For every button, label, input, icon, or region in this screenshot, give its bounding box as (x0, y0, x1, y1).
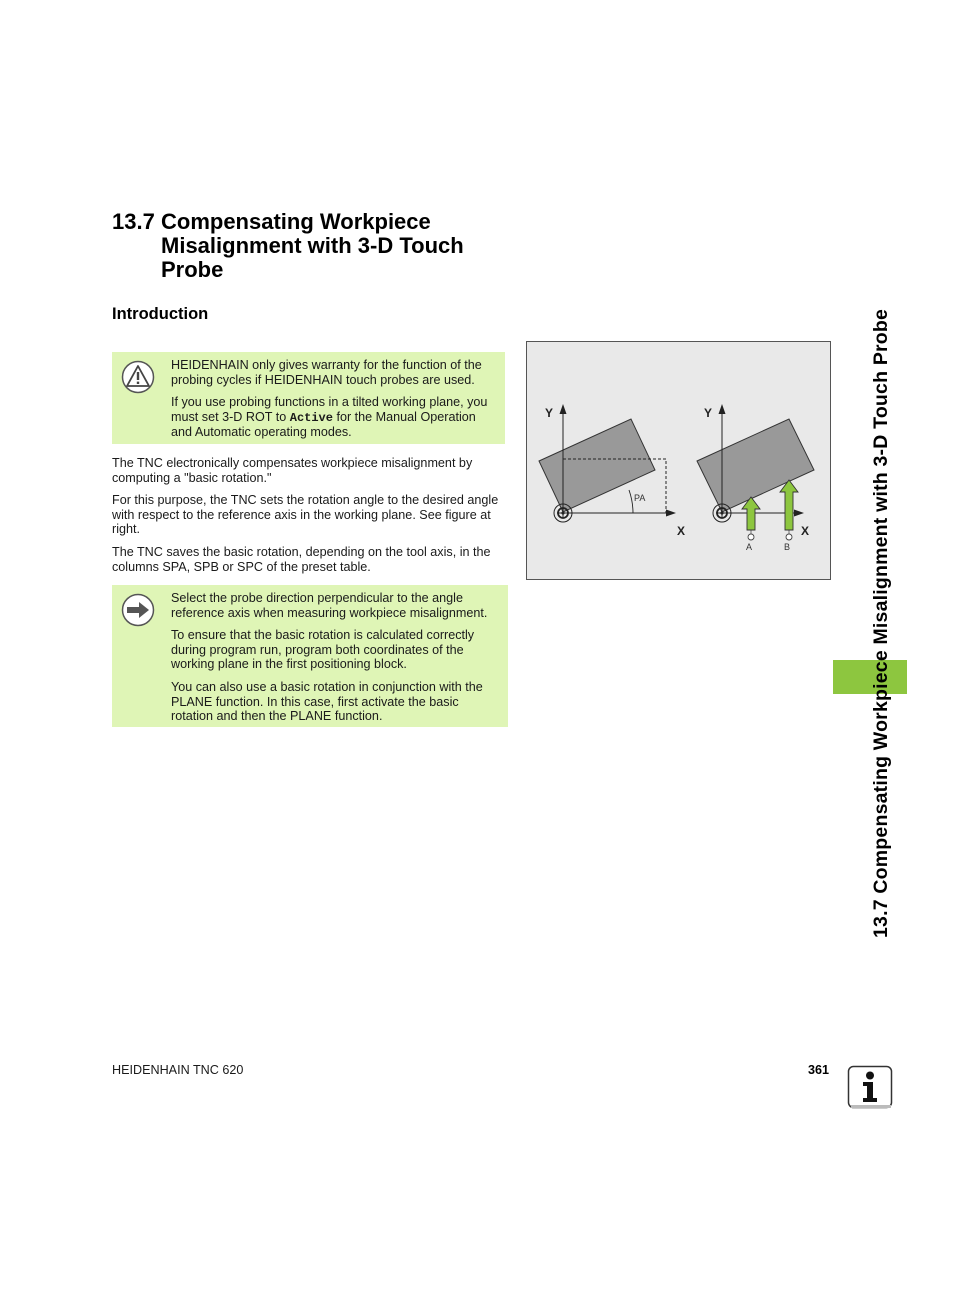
page-number: 361 (808, 1063, 830, 1077)
label-y-left: Y (545, 406, 554, 420)
probe-point-b (786, 534, 792, 540)
label-x-right: X (801, 524, 810, 538)
label-b: B (784, 542, 791, 552)
warning-triangle-icon (121, 360, 155, 394)
warning-note (112, 352, 505, 444)
tip-note (112, 585, 508, 727)
arrow-right-icon (121, 593, 155, 627)
label-a: A (746, 542, 753, 552)
basic-rotation-figure (526, 341, 831, 580)
side-running-title: 13.7 Compensating Workpiece Misalignment with 3-D Touch Probe (870, 308, 892, 938)
angle-arc (629, 490, 633, 513)
figure-drawing (527, 342, 830, 579)
y-arrow-right (719, 404, 726, 414)
warning-note-text-1: HEIDENHAIN only gives warranty for the function of the probing cycles if HEIDENHAIN touch probes are used. (171, 358, 482, 387)
label-pa: PA (634, 493, 646, 503)
section-title: Compensating Workpiece Misalignment with 3-D Touch Probe (161, 209, 464, 282)
info-icon[interactable] (847, 1065, 893, 1109)
x-arrow-left (666, 510, 676, 517)
section-number: 13.7 (112, 209, 155, 234)
tip-note-text-1: Select the probe direction perpendicular to the angle reference axis when measuring workpiece misalignment. (171, 591, 488, 620)
tip-note-text-2: To ensure that the basic rotation is calculated correctly during program run, program both coordinates of the working plane in the first positioning block. (171, 628, 475, 672)
x-arrow-right (794, 510, 804, 517)
paragraph: The TNC saves the basic rotation, depending on the tool axis, in the columns SPA, SPB or SPC of the preset table. (112, 545, 491, 574)
probe-arrow-b (780, 480, 798, 530)
tip-note-text-3: You can also use a basic rotation in conjunction with the PLANE function. In this case, first activate the basic rotation and then the PLANE function. (171, 679, 483, 724)
probe-point-a (748, 534, 754, 540)
workpiece-right (697, 419, 814, 512)
y-arrow-left (560, 404, 567, 414)
label-x-left: X (677, 524, 686, 538)
label-y-right: Y (704, 406, 713, 420)
paragraph: The TNC electronically compensates workpiece misalignment by computing a "basic rotation." (112, 456, 473, 485)
code-active: Active (289, 410, 333, 425)
paragraph: For this purpose, the TNC sets the rotation angle to the desired angle with respect to the reference axis in the working plane. See figure at right. (112, 493, 499, 537)
footer-product: HEIDENHAIN TNC 620 (112, 1063, 244, 1077)
warning-note-text-2: If you use probing functions in a tilted working plane, you must set 3-D ROT to Active for the Manual Operation and Automatic operating modes. (171, 395, 488, 440)
subsection-heading: Introduction (112, 305, 209, 323)
